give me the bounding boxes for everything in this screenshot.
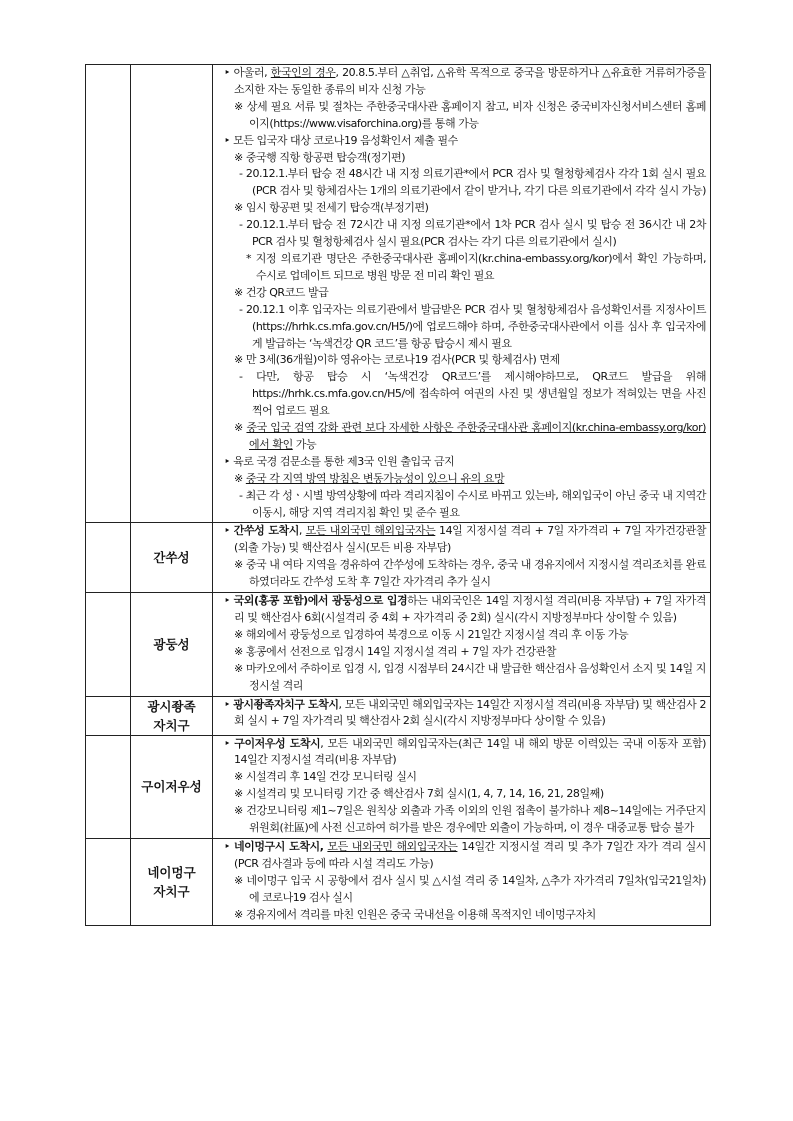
table-row — [86, 696, 711, 735]
content-line — [224, 352, 706, 369]
text-run: , — [298, 524, 306, 538]
text-run: ※ 해외에서 광둥성으로 입경하여 북경으로 이동 시 21일간 지정시설 격리 후 이동 가능 — [234, 627, 629, 641]
text-run: ※ 경유지에서 격리를 마친 인원은 중국 국내선을 이용해 목적지인 네이멍구자치 — [234, 907, 596, 921]
content-line — [224, 166, 706, 200]
content-line — [224, 302, 706, 353]
content-line — [224, 420, 706, 454]
content-line — [224, 661, 706, 695]
content-line — [224, 557, 706, 591]
content-line — [224, 644, 706, 661]
text-run: ※ 마카오에서 주하이로 입경 시, 입경 시점부터 24시간 내 발급한 핵산검사 음성확인서 소지 및 14일 지정시설 격리 — [234, 661, 706, 692]
content-line — [224, 200, 706, 217]
content-line — [224, 873, 706, 907]
text-run: , 모든 내외국민 해외입국자는 14일간 지정시설 격리(비용 자부담) 및 핵산검사 2회 실시 + 7일 자가격리 및 핵산검사 2회 실시(각시 지방정부마다 상이할 수 있음) — [234, 697, 707, 728]
content-line — [224, 593, 706, 627]
region-name: 네이멍구 자치구 — [147, 864, 196, 899]
text-run: ‣ 아울러, — [224, 66, 271, 79]
text-run: ‣ — [224, 594, 234, 608]
text-run: - 20.12.1.부터 탑승 전 48시간 내 지정 의료기관*에서 PCR 검사 및 혈청항체검사 각각 1회 실시 필요(PCR 검사 및 항체검사는 1개의 의료기관에서 같이 받거나, 각기 다른 의료기관에서 각각 실시 가능) — [239, 167, 706, 198]
region-cell — [131, 523, 213, 593]
text-run: 모든 내외국민 해외입국자는 — [327, 839, 458, 853]
content-line — [224, 150, 706, 167]
text-run: ※ 만 3세(36개월)이하 영유아는 코로나19 검사(PCR 및 항체검사) 면제 — [234, 353, 560, 367]
content-line — [224, 523, 706, 557]
blank-cell — [86, 696, 131, 735]
region-name: 광시좡족 자치구 — [147, 698, 196, 733]
region-name: 구이저우성 — [141, 779, 202, 795]
blank-cell — [86, 523, 131, 593]
text-run: ※ 네이멍구 입국 시 공항에서 검사 실시 및 △시설 격리 중 14일차, △추가 자가격리 7일차(입국21일차)에 코로나19 검사 실시 — [234, 873, 706, 904]
text-run: ※ 중국행 직항 항공편 탑승객(정기편) — [234, 150, 406, 164]
text-run: ‣ 모든 입국자 대상 코로나19 음성확인서 제출 필수 — [224, 133, 458, 147]
text-run: ‣ — [224, 736, 235, 750]
content-cell — [213, 696, 711, 735]
text-run: , 20.8.5.부터 △취업, △유학 목적으로 중국을 방문하거나 △유효한 거류허가증을 소지한 자는 동일한 종류의 비자 신청 가능 — [234, 66, 706, 96]
text-run: 국외(홍콩 포함)에서 광둥성으로 입경 — [233, 594, 408, 608]
text-run: ‣ — [224, 839, 234, 853]
text-run: 중국 입국 검역 강화 관련 보다 자세한 사항은 주한중국대사관 홈페이지(kr.china-embassy.org/kor)에서 확인 — [246, 421, 706, 451]
text-run: 광시좡족자치구 도착시 — [233, 697, 339, 711]
table-row — [86, 593, 711, 696]
content-line — [224, 369, 706, 420]
content-line — [224, 839, 706, 873]
text-run: ※ 임시 항공편 및 전세기 탑승객(부정기편) — [234, 201, 429, 215]
content-line — [224, 907, 706, 924]
blank-cell — [86, 65, 131, 523]
content-cell — [213, 838, 711, 925]
text-run: 모든 내외국민 해외입국자는 — [305, 524, 436, 538]
region-cell — [131, 65, 213, 523]
region-cell — [131, 838, 213, 925]
text-run: 구이저우성 도착시 — [234, 736, 321, 750]
text-run: 네이멍구시 도착시, — [234, 839, 324, 853]
table-row — [86, 838, 711, 925]
content-cell — [213, 523, 711, 593]
text-run: - 20.12.1.부터 탑승 전 72시간 내 지정 의료기관*에서 1차 PCR 검사 실시 및 탑승 전 36시간 내 2차 PCR 검사 및 혈청항체검사 실시 필요(PCR 검사는 각기 다른 의료기관에서 실시) — [239, 218, 706, 249]
text-run: 하는 내외국인은 14일 지정시설 격리(비용 자부담) + 7일 자가격리 및 핵산검사 6회(시설격리 중 4회 + 자가격리 중 2회) 실시(각시 지방정부마다 상이할 수 있음) — [234, 594, 706, 624]
content-line — [224, 65, 706, 99]
content-line — [224, 488, 706, 522]
text-run: - 최근 각 성ㆍ시별 방역상황에 따라 격리지침이 수시로 바뀌고 있는바, 해외입국이 아닌 중국 내 지역간 이동시, 해당 지역 격리지침 확인 및 준수 필요 — [239, 488, 706, 519]
text-run: , 모든 내외국민 해외입국자는(최근 14일 내 해외 방문 이력있는 국내 이동자 포함) 14일간 지정시설 격리(비용 자부담) — [234, 736, 706, 767]
region-name: 간쑤성 — [153, 550, 190, 566]
text-run: ※ 건강 QR코드 발급 — [234, 285, 329, 299]
text-run: ※ 시설격리 및 모니터링 기간 중 핵산검사 7회 실시(1, 4, 7, 14, 16, 21, 28일째) — [234, 787, 604, 801]
text-run: ‣ — [224, 697, 234, 711]
text-run: - 다만, 항공 탑승 시 ‘녹색건강 QR코드’를 제시해야하므로, QR코드 발급을 위해 https://hrhk.cs.mfa.gov.cn/H5/에 접속하여 여권의 사진 및 생년월일 정보가 적혀있는 면을 사진 찍어 업로드 필요 — [239, 370, 706, 418]
text-run: 14일 지정시설 격리 + 7일 자가격리 + 7일 자가건강관찰(외출 가능) 및 핵산검사 실시(모든 비용 자부담) — [234, 524, 706, 555]
text-run: ※ — [234, 421, 247, 435]
content-cell — [213, 65, 711, 523]
content-line — [224, 736, 706, 770]
text-run: 14일간 지정시설 격리 및 추가 7일간 자가 격리 실시(PCR 검사결과 등에 따라 시설 격리도 가능) — [234, 839, 706, 870]
content-line — [224, 697, 706, 731]
text-run: ※ 홍콩에서 선전으로 입경시 14일 지정시설 격리 + 7일 자가 건강관찰 — [234, 644, 557, 658]
content-line — [224, 769, 706, 786]
table-row — [86, 65, 711, 523]
content-line — [224, 471, 706, 488]
region-name: 광둥성 — [153, 636, 190, 652]
content-line — [224, 99, 706, 133]
content-line — [224, 133, 706, 150]
blank-cell — [86, 735, 131, 838]
text-run: ※ 상세 필요 서류 및 절차는 주한중국대사관 홈페이지 참고, 비자 신청은 중국비자신청서비스센터 홈페이지(https://www.visaforchina.org)를 통해 가능 — [234, 99, 706, 130]
text-run: 한국인의 경우 — [270, 66, 336, 79]
content-line — [224, 217, 706, 251]
text-run: 중국 각 지역 방역 방침은 변동가능성이 있으니 유의 요망 — [245, 471, 505, 485]
content-cell — [213, 593, 711, 696]
text-run: ‣ — [224, 524, 234, 538]
blank-cell — [86, 838, 131, 925]
content-line — [224, 251, 706, 285]
text-run: 간쑤성 도착시 — [233, 524, 299, 538]
text-run: * 지정 의료기관 명단은 주한중국대사관 홈페이지(kr.china-embassy.org/kor)에서 확인 가능하며, 수시로 업데이트 되므로 병원 방문 전 미리 확인 필요 — [246, 251, 706, 282]
content-line — [224, 786, 706, 803]
content-line — [224, 627, 706, 644]
travel-quarantine-table — [85, 64, 711, 926]
text-run: ※ 시설격리 후 14일 건강 모니터링 실시 — [234, 770, 417, 784]
content-line — [224, 803, 706, 837]
text-run: 가능 — [292, 437, 317, 451]
content-line — [224, 285, 706, 302]
table-row — [86, 735, 711, 838]
region-cell — [131, 735, 213, 838]
text-run: ※ — [234, 471, 246, 485]
content-cell — [213, 735, 711, 838]
blank-cell — [86, 593, 131, 696]
table-row — [86, 523, 711, 593]
text-run: ‣ 육로 국경 검문소를 통한 제3국 인원 출입국 금지 — [224, 454, 455, 468]
region-cell — [131, 696, 213, 735]
text-run: ※ 중국 내 여타 지역을 경유하여 간쑤성에 도착하는 경우, 중국 내 경유지에서 지정시설 격리조치를 완료하였더라도 간쑤성 도착 후 7일간 자가격리 추가 실시 — [234, 558, 706, 589]
content-line — [224, 454, 706, 471]
table-body — [86, 65, 711, 926]
region-cell — [131, 593, 213, 696]
text-run: - 20.12.1 이후 입국자는 의료기관에서 발급받은 PCR 검사 및 혈청항체검사 음성확인서를 지정사이트(https://hrhk.cs.mfa.gov.cn/H5/)에 업로드해야 하며, 주한중국대사관에서 이를 심사 후 입국자에게 발급하는 ‘녹색건강 QR 코드’를 항공 탑승시 제시 필요 — [239, 302, 706, 350]
text-run: ※ 건강모니터링 제1~7일은 원칙상 외출과 가족 이외의 인원 접촉이 불가하나 제8~14일에는 거주단지위원회(社區)에 사전 신고하여 허가를 받은 경우에만 외출이 가능하며, 이 경우 대중교통 탑승 불가 — [234, 804, 706, 835]
